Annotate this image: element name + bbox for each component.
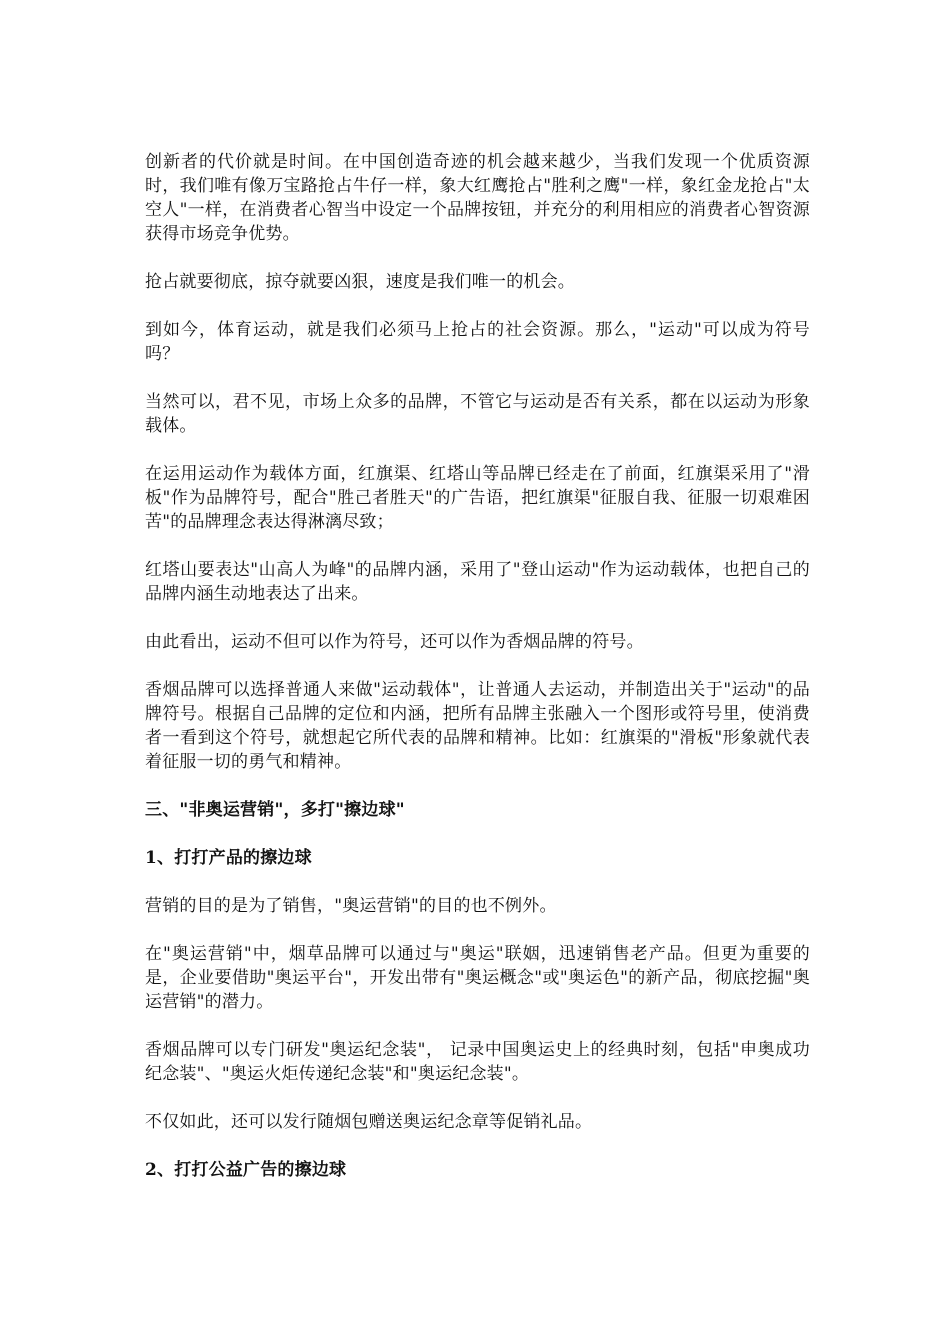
subheading-product: 1、打打产品的擦边球: [145, 848, 312, 868]
document-page: [145, 150, 810, 1206]
subheading-public-ads: 2、打打公益广告的擦边球: [145, 1160, 347, 1180]
paragraph-brand-symbol: 香烟品牌可以选择普通人来做"运动载体"，让普通人去运动，并制造出关于"运动"的品牌符号。根据自己品牌的定位和内涵，把所有品牌主张融入一个图形或符号里，使消费者一看到这个符号，就想起它所代表的品牌和精神。比如：红旗渠的"滑板"形象就代表着征服一切的勇气和精神。: [145, 680, 810, 772]
paragraph-hongqiqu-example: 在运用运动作为载体方面，红旗渠、红塔山等品牌已经走在了前面，红旗渠采用了"滑板"作为品牌符号，配合"胜己者胜天"的广告语，把红旗渠"征服自我、征服一切艰难困苦"的品牌理念表达得淋漓尽致；: [145, 464, 810, 532]
paragraph-commemorative-pack: 香烟品牌可以专门研发"奥运纪念装"， 记录中国奥运史上的经典时刻，包括"申奥成功纪念装"、"奥运火炬传递纪念装"和"奥运纪念装"。: [145, 1040, 810, 1084]
paragraph-conclusion: 由此看出，运动不但可以作为符号，还可以作为香烟品牌的符号。: [145, 632, 644, 652]
paragraph-hongtashan-example: 红塔山要表达"山高人为峰"的品牌内涵，采用了"登山运动"作为运动载体，也把自己的品牌内涵生动地表达了出来。: [145, 560, 810, 604]
paragraph-innovation-cost: 创新者的代价就是时间。在中国创造奇迹的机会越来越少，当我们发现一个优质资源时，我们唯有像万宝路抢占牛仔一样，象大红鹰抢占"胜利之鹰"一样，象红金龙抢占"太空人"一样，在消费者心智当中设定一个品牌按钮，并充分的利用相应的消费者心智资源获得市场竞争优势。: [145, 152, 810, 244]
paragraph-sports-carrier: 当然可以，君不见，市场上众多的品牌，不管它与运动是否有关系，都在以运动为形象载体。: [145, 392, 810, 436]
section-heading-non-olympic: 三、"非奥运营销"，多打"擦边球": [145, 800, 405, 820]
paragraph-promo-gifts: 不仅如此，还可以发行随烟包赠送奥运纪念章等促销礼品。: [145, 1112, 593, 1132]
paragraph-marketing-goal: 营销的目的是为了销售，"奥运营销"的目的也不例外。: [145, 896, 557, 916]
paragraph-sports-resource: 到如今，体育运动，就是我们必须马上抢占的社会资源。那么，"运动"可以成为符号吗？: [145, 320, 810, 364]
paragraph-seize-speed: 抢占就要彻底，掠夺就要凶狠，速度是我们唯一的机会。: [145, 272, 575, 292]
paragraph-new-products: 在"奥运营销"中，烟草品牌可以通过与"奥运"联姻，迅速销售老产品。但更为重要的是，企业要借助"奥运平台"，开发出带有"奥运概念"或"奥运色"的新产品，彻底挖掘"奥运营销"的潜力。: [145, 944, 810, 1012]
